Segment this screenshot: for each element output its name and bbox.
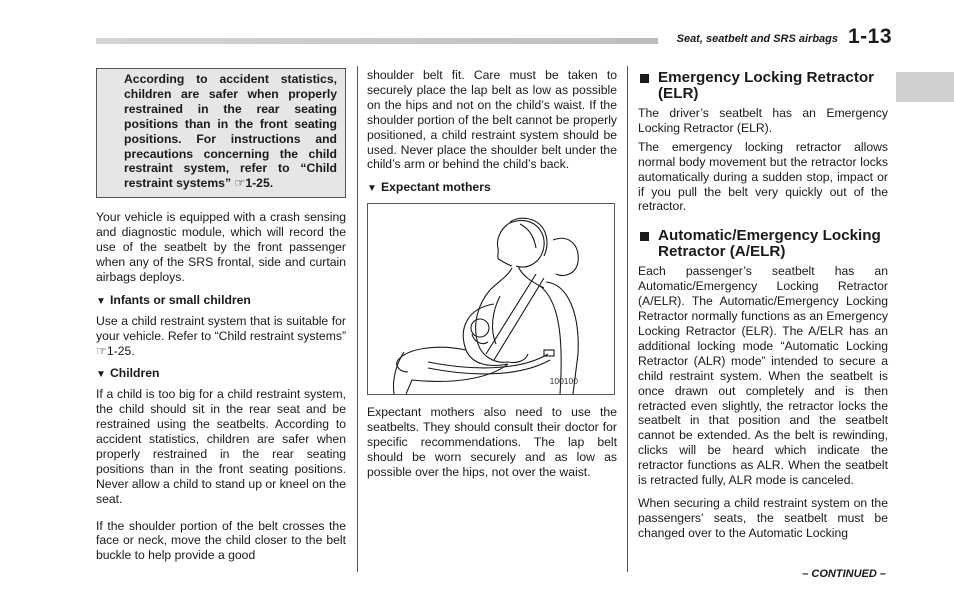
paragraph-elr-1: The driver’s seatbelt has an Emergency Locking Retractor (ELR).: [638, 106, 888, 135]
column-left: [96, 68, 346, 571]
figure-expectant-mother: [367, 203, 615, 395]
triangle-bullet-icon: ▼: [96, 369, 106, 381]
subheading-expectant: ▼ Expectant mothers: [367, 180, 617, 197]
paragraph-child-restraint: When securing a child restraint system on the passengers’ seats, the seatbelt must be changed over to the Automatic Locking: [638, 495, 888, 540]
chapter-tab: [896, 72, 954, 102]
warning-text: According to accident statistics, children are safer when properly restrained in the rear seating positions than in the front seating positions. For instructions and precautions concerning the child restraint system, refer to “Child restraint systems” ☞1-25.: [124, 72, 337, 191]
column-divider: [357, 66, 358, 572]
column-divider: [627, 66, 628, 572]
square-bullet-icon: [640, 232, 649, 241]
continued-label: – CONTINUED –: [802, 568, 886, 580]
paragraph-children: If a child is too big for a child restraint system, the child should sit in the rear seat and be restrained using the seatbelts. According to accident statistics, children are safer when properly restrained in the rear seating positions than in the front seating positions. Never allow a child to stand up or kneel on the seat.: [96, 387, 346, 506]
paragraph-aelr: Each passenger’s seatbelt has an Automatic/Emergency Locking Retractor (A/ELR). The Automatic/Emergency Locking Retractor normally functions as an Emergency Locking Retractor (ELR). The A/ELR has an additional locking mode “Automatic Locking Retractor (ALR) mode” intended to secure a child restraint system. When the seatbelt is once drawn out completely and is then retracted even slightly, the retractor locks the seatbelt in that position and the seatbelt cannot be extended. As the belt is rewinding, clicks will be heard which indicate the retractor functions as ALR. When the seatbelt is retracted fully, ALR mode is canceled.: [638, 264, 888, 488]
section-title: Seat, seatbelt and SRS airbags: [676, 33, 838, 45]
triangle-bullet-icon: ▼: [96, 295, 106, 307]
paragraph-shoulder-belt: If the shoulder portion of the belt crosses the face or neck, move the child closer to the belt buckle to help provide a good: [96, 518, 346, 563]
paragraph-elr-2: The emergency locking retractor allows normal body movement but the retractor locks automatically during a sudden stop, impact or if you pull the belt very quickly out of the retractor.: [638, 139, 888, 214]
paragraph-crash-module: Your vehicle is equipped with a crash sensing and diagnostic module, which will record the use of the seatbelt by the front passenger when any of the SRS frontal, side and curtain airbags deploys.: [96, 210, 346, 284]
expectant-mother-illustration: [368, 204, 614, 394]
subheading-infants: ▼ Infants or small children: [96, 293, 346, 310]
square-bullet-icon: [640, 74, 649, 83]
column-right: [638, 68, 888, 549]
paragraph-expectant: Expectant mothers also need to use the seatbelts. They should consult their doctor for specific recommendations. The lap belt should be worn securely and as low as possible over the hips, not over the waist.: [367, 405, 617, 479]
paragraph-shoulder-belt-cont: shoulder belt fit. Care must be taken to securely place the lap belt as low as possible on the hips and not on the child’s waist. If the shoulder portion of the belt cannot be properly positioned, a child restraint system should be used. Never place the shoulder belt under the child’s arm or behind the child’s back.: [367, 68, 617, 172]
heading-aelr: Automatic/Emergency Locking Retractor (A/ELR): [638, 228, 888, 260]
page-number: 1-13: [848, 25, 893, 48]
heading-elr: Emergency Locking Retractor (ELR): [638, 70, 888, 102]
header-rule: [96, 38, 658, 44]
paragraph-infants: Use a child restraint system that is suitable for your vehicle. Refer to “Child restraint systems” ☞1-25.: [96, 313, 346, 358]
figure-code: 100100: [549, 376, 578, 387]
warning-box: [96, 68, 346, 198]
column-middle: [367, 68, 617, 488]
subheading-children: ▼ Children: [96, 366, 346, 383]
triangle-bullet-icon: ▼: [367, 183, 377, 195]
